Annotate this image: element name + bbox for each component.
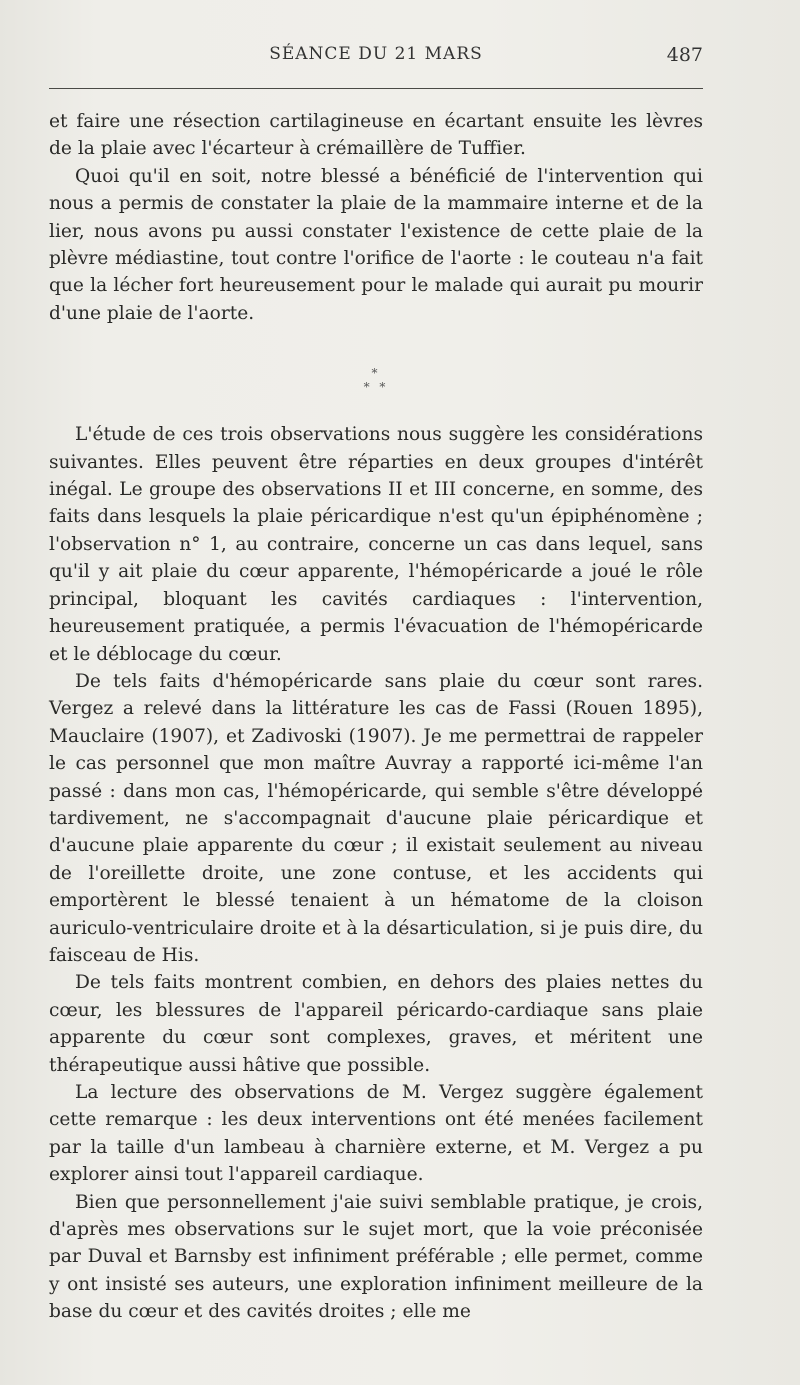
paragraph-p5: De tels faits montrent combien, en dehors des plaies nettes du cœur, les blessures de l'appareil péricardo-cardiaque sans plaie apparente du cœur sont complexes, graves, et méritent une thérapeutique aussi hâtive que possible. <box>49 972 703 1076</box>
page-number: 487 <box>666 44 703 66</box>
asterism-bottom: * * <box>363 380 389 395</box>
running-title: SÉANCE DU 21 MARS <box>269 44 483 64</box>
paragraph-p7: Bien que personnellement j'aie suivi semblable pratique, je crois, d'après mes observations sur le sujet mort, que la voie préconisée par Duval et Barnsby est infiniment préférable ; elle permet, comme y ont insisté ses auteurs, une exploration infiniment meilleure de la base du cœur et des cavités droites ; elle me <box>49 1191 703 1323</box>
paragraph-p3: L'étude de ces trois observations nous suggère les considérations suivantes. Elles peuvent être réparties en deux groupes d'intérêt inégal. Le groupe des observations II et III concerne, en somme, des faits dans lesquels la plaie péricardique n'est qu'un épiphénomène ; l'observation n° 1, au contraire, concerne un cas dans lequel, sans qu'il y ait plaie du cœur apparente, l'hémopéricarde a joué le rôle principal, bloquant les cavités cardiaques : l'intervention, heureusement pratiquée, a permis l'évacuation de l'hémopéricarde et le déblocage du cœur. <box>49 424 703 665</box>
section-separator <box>49 327 703 421</box>
paragraph-p1: et faire une résection cartilagineuse en écartant ensuite les lèvres de la plaie avec l'écarteur à crémaillère de Tuffier. <box>49 111 703 160</box>
header-rule <box>49 88 703 89</box>
body-text <box>49 108 703 1326</box>
paragraph-p4: De tels faits d'hémopéricarde sans plaie du cœur sont rares. Vergez a relevé dans la littérature les cas de Fassi (Rouen 1895), Mauclaire (1907), et Zadivoski (1907). Je me permettrai de rappeler le cas personnel que mon maître Auvray a rapporté ici-même l'an passé : dans mon cas, l'hémopéricarde, qui semble s'être développé tardivement, ne s'accompagnait d'aucune plaie péricardique et d'aucune plaie apparente du cœur ; il existait seulement au niveau de l'oreillette droite, une zone contuse, et les accidents qui emportèrent le blessé tenaient à un hématome de la cloison auriculo-ventriculaire droite et à la désarticulation, si je puis dire, du faisceau de His. <box>49 670 703 966</box>
page-header <box>49 44 703 74</box>
paragraph-p6: La lecture des observations de M. Vergez suggère également cette remarque : les deux interventions ont été menées facilement par la taille d'un lambeau à charnière externe, et M. Vergez a pu explorer ainsi tout l'appareil cardiaque. <box>49 1082 703 1186</box>
asterism-top: * <box>371 366 381 381</box>
paragraph-p2: Quoi qu'il en soit, notre blessé a bénéficié de l'intervention qui nous a permis de constater la plaie de la mammaire interne et de la lier, nous avons pu aussi constater l'existence de cette plaie de la plèvre médiastine, tout contre l'orifice de l'aorte : le couteau n'a fait que la lécher fort heureusement pour le malade qui aurait pu mourir d'une plaie de l'aorte. <box>49 165 703 324</box>
